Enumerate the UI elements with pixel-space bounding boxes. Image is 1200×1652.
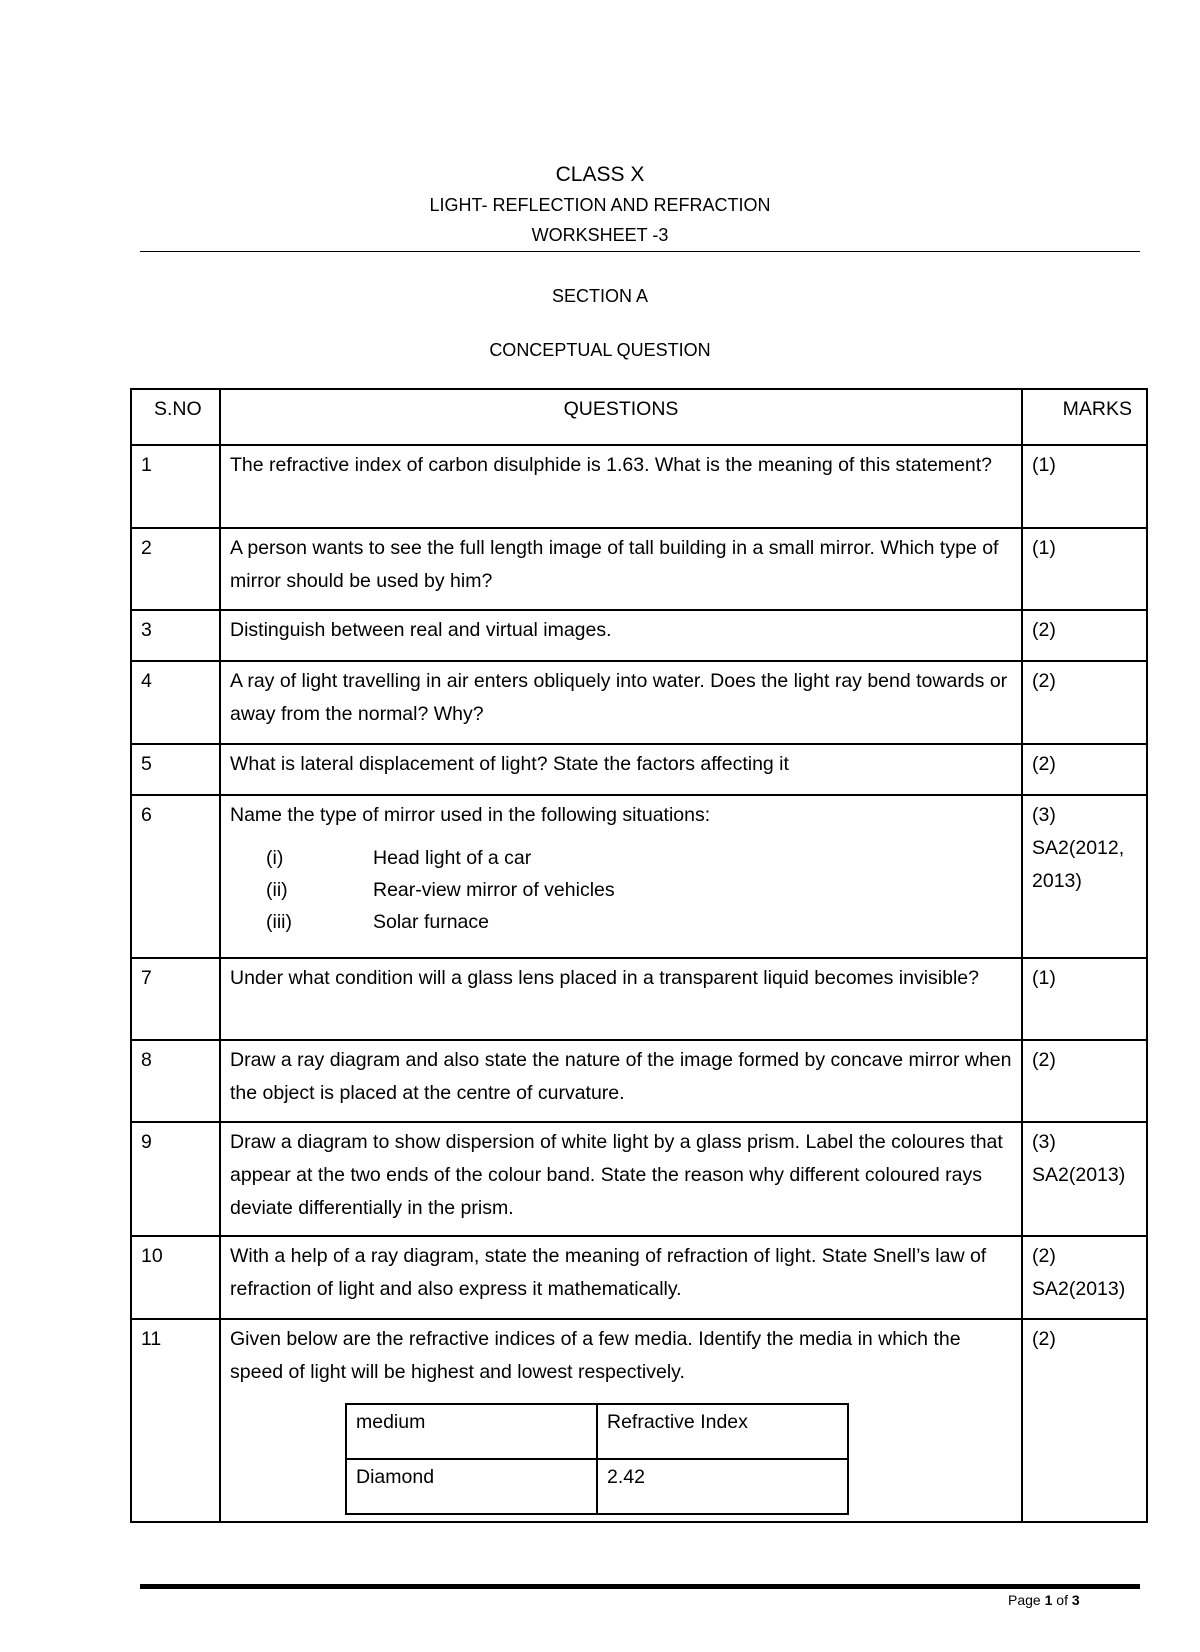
question-text: Distinguish between real and virtual images. xyxy=(230,619,612,641)
question-number: 10 xyxy=(131,1236,220,1319)
question-cell xyxy=(220,610,1022,661)
inner-column-header: medium xyxy=(346,1404,597,1459)
refractive-index-table xyxy=(345,1403,849,1515)
sub-question-number: (ii) xyxy=(266,879,288,901)
marks-cell: (2) SA2(2013) xyxy=(1022,1236,1147,1319)
question-text: What is lateral displacement of light? State the factors affecting it xyxy=(230,753,789,775)
question-number: 2 xyxy=(131,528,220,610)
question-text: The refractive index of carbon disulphide is 1.63. What is the meaning of this statement? xyxy=(230,454,992,476)
sub-question-item xyxy=(266,874,1012,906)
inner-table-cell: 2.42 xyxy=(597,1459,848,1514)
page-label: Page xyxy=(1008,1592,1041,1608)
of-label: of xyxy=(1056,1592,1068,1608)
inner-column-header: Refractive Index xyxy=(597,1404,848,1459)
question-cell xyxy=(220,661,1022,744)
question-number: 9 xyxy=(131,1122,220,1236)
worksheet-title: WORKSHEET -3 xyxy=(531,225,669,245)
table-row xyxy=(131,958,1147,1040)
question-number: 3 xyxy=(131,610,220,661)
table-row xyxy=(131,1319,1147,1522)
table-row xyxy=(131,445,1147,528)
footer-divider xyxy=(140,1584,1140,1589)
question-text: Given below are the refractive indices of a few media. Identify the media in which the speed of light will be highest and lowest respectively. xyxy=(230,1328,961,1383)
marks-cell: (3) SA2(2012, 2013) xyxy=(1022,795,1147,958)
question-number: 1 xyxy=(131,445,220,528)
inner-table-cell: Diamond xyxy=(346,1459,597,1514)
sub-question-text: Rear-view mirror of vehicles xyxy=(373,879,615,901)
question-text: A person wants to see the full length image of tall building in a small mirror. Which type of mirror should be used by him? xyxy=(230,537,999,592)
table-row xyxy=(131,528,1147,610)
column-header-sno: S.NO xyxy=(131,389,220,445)
inner-table-header-row xyxy=(346,1404,848,1459)
marks-cell: (1) xyxy=(1022,445,1147,528)
table-header-row xyxy=(131,389,1147,445)
question-number: 11 xyxy=(131,1319,220,1522)
table-row xyxy=(131,1040,1147,1122)
marks-cell: (2) xyxy=(1022,744,1147,795)
question-cell xyxy=(220,445,1022,528)
marks-cell: (2) xyxy=(1022,610,1147,661)
question-number: 7 xyxy=(131,958,220,1040)
marks-cell: (1) xyxy=(1022,958,1147,1040)
sub-question-item xyxy=(266,906,1012,938)
sub-question-text: Head light of a car xyxy=(373,847,532,869)
marks-cell: (3) SA2(2013) xyxy=(1022,1122,1147,1236)
inner-table-row xyxy=(346,1459,848,1514)
question-text: Name the type of mirror used in the following situations: xyxy=(230,804,711,826)
marks-cell: (2) xyxy=(1022,661,1147,744)
sub-question-text: Solar furnace xyxy=(373,911,489,933)
marks-cell: (2) xyxy=(1022,1319,1147,1522)
question-text: Draw a ray diagram and also state the nature of the image formed by concave mirror when the object is placed at the centre of curvature. xyxy=(230,1049,1012,1104)
section-subtitle: CONCEPTUAL QUESTION xyxy=(489,340,711,360)
table-row xyxy=(131,744,1147,795)
question-cell xyxy=(220,744,1022,795)
question-text: With a help of a ray diagram, state the meaning of refraction of light. State Snell’s law of refraction of light and also express it mathematically. xyxy=(230,1245,987,1300)
column-header-questions: QUESTIONS xyxy=(220,389,1022,445)
page-total: 3 xyxy=(1071,1592,1080,1608)
question-cell xyxy=(220,958,1022,1040)
sub-question-list xyxy=(266,842,1012,938)
table-row xyxy=(131,661,1147,744)
header-divider xyxy=(140,251,1140,252)
question-number: 4 xyxy=(131,661,220,744)
class-title: CLASS X xyxy=(555,163,645,186)
page-footer xyxy=(1008,1592,1080,1608)
question-number: 6 xyxy=(131,795,220,958)
question-text: Draw a diagram to show dispersion of white light by a glass prism. Label the coloures that appear at the two ends of the colour band. State the reason why different coloured rays deviate differentially in the prism. xyxy=(230,1131,1003,1219)
question-text: A ray of light travelling in air enters obliquely into water. Does the light ray bend towards or away from the normal? Why? xyxy=(230,670,1008,725)
page-number: 1 xyxy=(1044,1592,1053,1608)
questions-table xyxy=(130,388,1148,1523)
question-cell xyxy=(220,1040,1022,1122)
sub-question-item xyxy=(266,842,1012,874)
marks-cell: (1) xyxy=(1022,528,1147,610)
question-cell xyxy=(220,795,1022,958)
sub-question-number: (iii) xyxy=(266,911,292,933)
marks-cell: (2) xyxy=(1022,1040,1147,1122)
table-row xyxy=(131,610,1147,661)
column-header-marks: MARKS xyxy=(1022,389,1147,445)
question-cell xyxy=(220,1236,1022,1319)
table-row xyxy=(131,1122,1147,1236)
section-heading: SECTION A xyxy=(551,286,649,306)
question-text: Under what condition will a glass lens placed in a transparent liquid becomes invisible? xyxy=(230,967,979,989)
table-row xyxy=(131,795,1147,958)
question-cell xyxy=(220,528,1022,610)
question-number: 5 xyxy=(131,744,220,795)
chapter-title: LIGHT- REFLECTION AND REFRACTION xyxy=(429,195,771,215)
question-number: 8 xyxy=(131,1040,220,1122)
sub-question-number: (i) xyxy=(266,847,284,869)
question-cell xyxy=(220,1122,1022,1236)
table-row xyxy=(131,1236,1147,1319)
question-cell xyxy=(220,1319,1022,1522)
